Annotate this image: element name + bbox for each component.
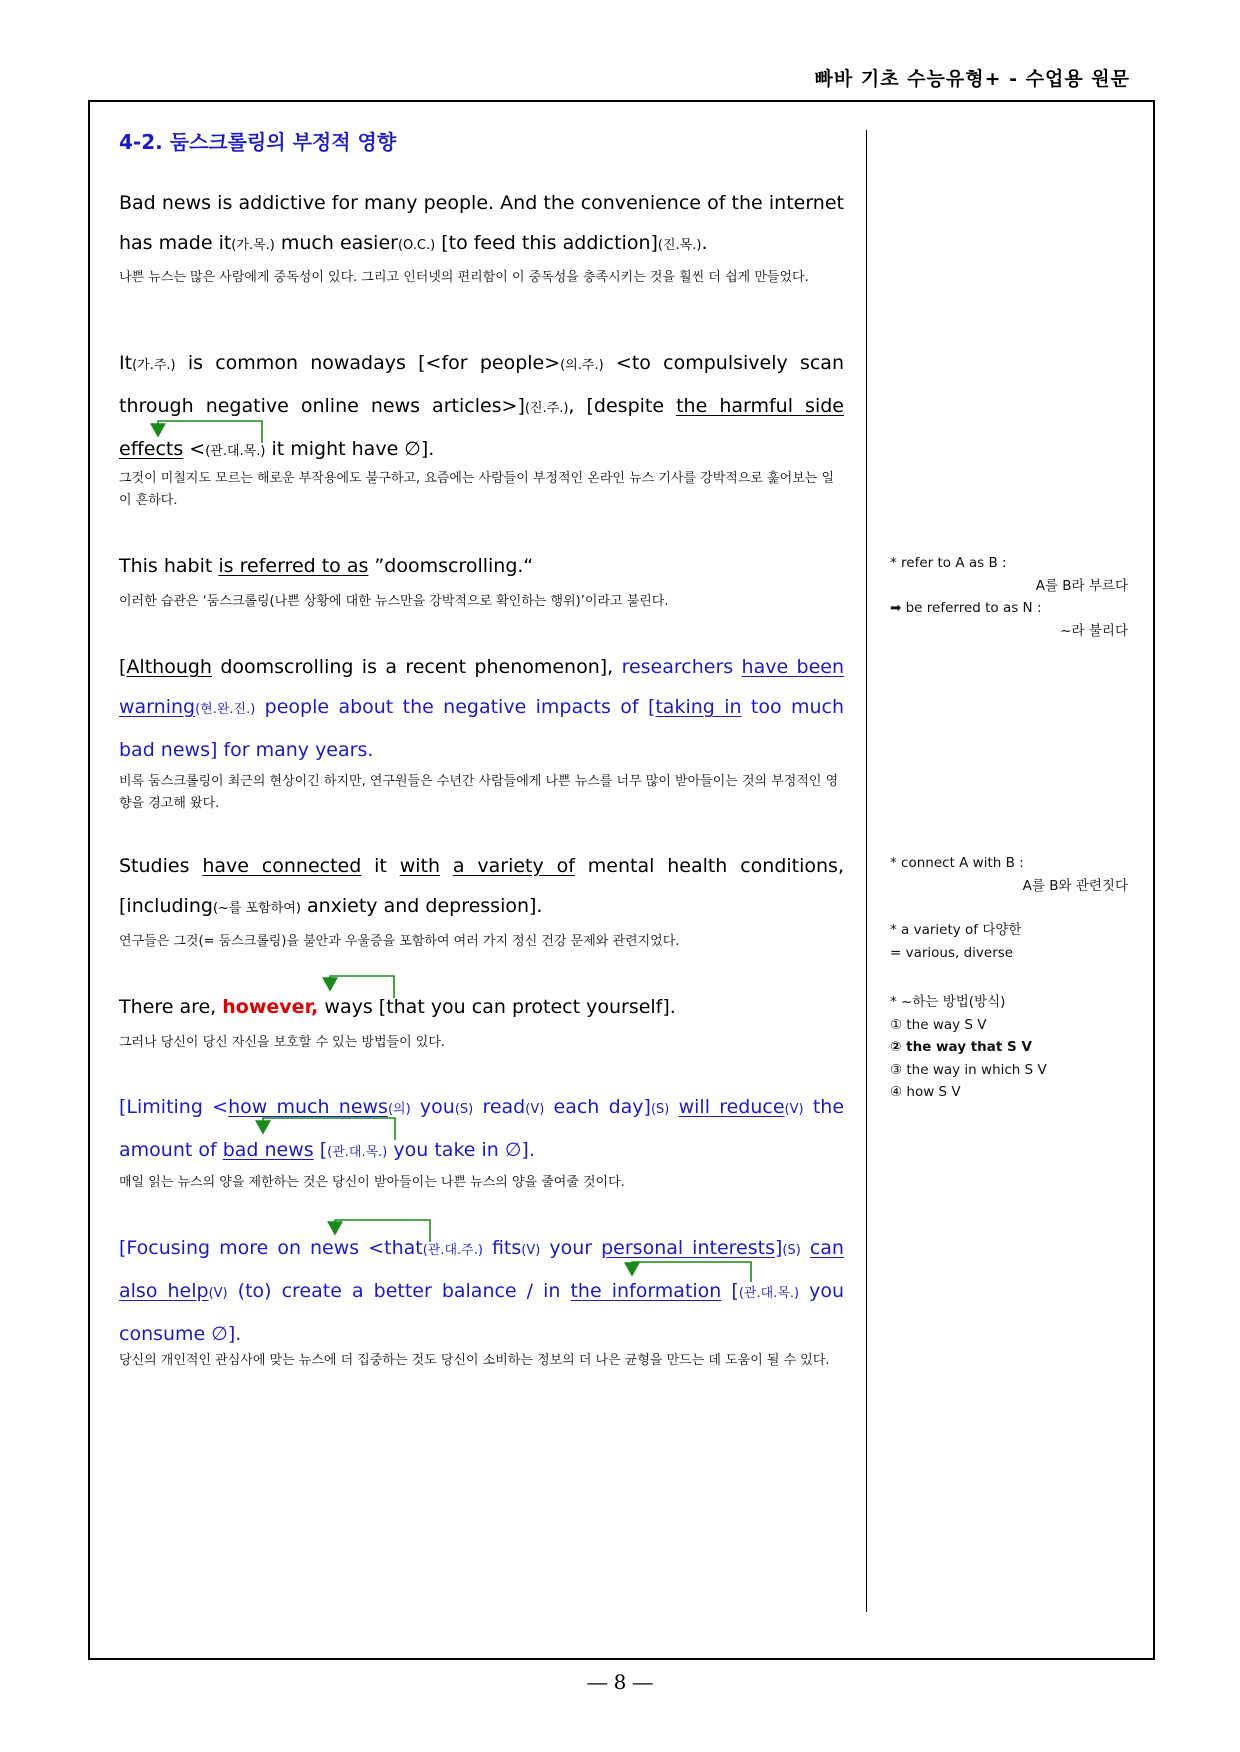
underlined-phrase: can also help bbox=[119, 1237, 844, 1302]
text: it bbox=[361, 855, 400, 877]
tag: (V) bbox=[521, 1243, 541, 1258]
tag: (S) bbox=[782, 1243, 801, 1258]
note-line: ~라 불리다 bbox=[1060, 622, 1128, 639]
text bbox=[801, 1237, 810, 1259]
text: each day] bbox=[544, 1096, 651, 1118]
highlighted-word: however, bbox=[222, 996, 319, 1018]
note-line: * connect A with B : bbox=[890, 855, 1024, 871]
text bbox=[669, 1096, 678, 1118]
underlined-phrase: taking in bbox=[655, 696, 742, 718]
tag: (관.대.목.) bbox=[327, 1145, 388, 1160]
note-line: A를 B라 부르다 bbox=[1035, 577, 1128, 594]
note-line: ➡ be referred to as N : bbox=[890, 600, 1042, 616]
note-way bbox=[890, 991, 1128, 1104]
underlined-phrase: the harmful side effects bbox=[119, 395, 844, 460]
note-line: ② the way that S V bbox=[890, 1039, 1032, 1055]
underlined-phrase: how much news bbox=[228, 1096, 388, 1118]
translation-3: 이러한 습관은 ‘둠스크롤링(나쁜 상황에 대한 뉴스만을 강박적으로 확인하는 행위)’이라고 불린다. bbox=[119, 594, 669, 609]
text: you take in ∅]. bbox=[387, 1139, 535, 1161]
text: [ bbox=[313, 1139, 328, 1161]
underlined-phrase: with bbox=[399, 855, 441, 877]
text: It bbox=[119, 352, 133, 374]
text: doomscrolling is a recent phenomenon], bbox=[211, 656, 622, 678]
text: [ bbox=[119, 656, 127, 678]
text: mental health conditions, [including bbox=[119, 855, 844, 917]
tag: (V) bbox=[525, 1102, 545, 1117]
text: <to compulsively scan through negative online news articles>] bbox=[119, 352, 844, 417]
sentence-3 bbox=[119, 546, 844, 586]
text: Bad news is addictive for many people. And the convenience of the internet has made it bbox=[119, 192, 844, 254]
underlined-phrase: Although bbox=[126, 656, 212, 678]
translation-6: 그러나 당신이 당신 자신을 보호할 수 있는 방법들이 있다. bbox=[119, 1035, 446, 1050]
text: it might have ∅]. bbox=[265, 438, 435, 460]
note-line: = various, diverse bbox=[890, 944, 1014, 961]
tag: (관.대.주.) bbox=[422, 1243, 483, 1258]
text: researchers bbox=[621, 656, 742, 678]
tag: (~를 포함하여) bbox=[212, 901, 301, 916]
text: [ bbox=[721, 1280, 739, 1302]
tag: (가.목.) bbox=[231, 238, 275, 253]
underlined-phrase: have been warning bbox=[119, 656, 844, 718]
translation-2: 그것이 미칠지도 모르는 해로운 부작용에도 불구하고, 요즘에는 사람들이 부정적인 온라인 뉴스 기사를 강박적으로 훑어보는 일이 흔하다. bbox=[119, 471, 835, 508]
page-header: 빠바 기초 수능유형+ - 수업용 원문 bbox=[814, 68, 1130, 90]
note-line: A를 B와 관련짓다 bbox=[1022, 877, 1128, 894]
translation-5: 연구들은 그것(= 둠스크롤링)을 불안과 우울증을 포함하여 여러 가지 정신 건강 문제와 관련지었다. bbox=[119, 934, 680, 949]
tag: (V) bbox=[784, 1102, 804, 1117]
text: you bbox=[410, 1096, 455, 1118]
text: your bbox=[540, 1237, 602, 1259]
tag: (진.주.) bbox=[524, 401, 569, 416]
note-line: ③ the way in which S V bbox=[890, 1061, 1047, 1078]
text: [Limiting < bbox=[119, 1096, 229, 1118]
note-line: * ~하는 방법(방식) bbox=[890, 994, 1006, 1010]
note-line: * refer to A as B : bbox=[890, 555, 1007, 571]
sentence-5 bbox=[119, 846, 844, 929]
sentence-6 bbox=[119, 987, 844, 1027]
sentence-4 bbox=[119, 647, 844, 770]
text: < bbox=[183, 438, 206, 460]
note-line: ① the way S V bbox=[890, 1016, 987, 1033]
tag: (S) bbox=[454, 1102, 474, 1117]
translation-1: 나쁜 뉴스는 많은 사람에게 중독성이 있다. 그리고 인터넷의 편리함이 이 중독성을 충족시키는 것을 훨씬 더 쉽게 만들었다. bbox=[119, 270, 809, 285]
sentence-1 bbox=[119, 183, 844, 266]
text: too much bad news] for many years. bbox=[119, 696, 844, 761]
text bbox=[440, 855, 453, 877]
text: read bbox=[473, 1096, 526, 1118]
tag: (V) bbox=[208, 1286, 228, 1301]
text: is common nowadays [<for people> bbox=[175, 352, 561, 374]
tag: (의.주.) bbox=[560, 358, 604, 373]
page-number: ― 8 ― bbox=[587, 1670, 653, 1694]
note-connect bbox=[890, 852, 1128, 897]
text: [to feed this addiction] bbox=[435, 232, 658, 254]
text: There are, bbox=[119, 996, 223, 1018]
underlined-phrase: will reduce bbox=[678, 1096, 785, 1118]
underlined-phrase: bad news bbox=[222, 1139, 314, 1161]
text: you consume ∅]. bbox=[119, 1280, 844, 1345]
underlined-phrase: a variety of bbox=[452, 855, 575, 877]
sentence-2 bbox=[119, 343, 844, 472]
text: much easier bbox=[274, 232, 398, 254]
note-line: ④ how S V bbox=[890, 1084, 961, 1100]
translation-8: 당신의 개인적인 관심사에 맞는 뉴스에 더 집중하는 것도 당신이 소비하는 정보의 더 나은 균형을 만드는 데 도움이 될 수 있다. bbox=[119, 1353, 830, 1368]
text: the amount of bbox=[119, 1096, 845, 1161]
tag: (S) bbox=[650, 1102, 670, 1117]
underlined-phrase: the information bbox=[570, 1280, 722, 1302]
tag: (O.C.) bbox=[397, 238, 436, 253]
tag: (진.목.) bbox=[657, 238, 702, 253]
text: Studies bbox=[119, 855, 203, 877]
translation-7: 매일 읽는 뉴스의 양을 제한하는 것은 당신이 받아들이는 나쁜 뉴스의 양을 줄여줄 것이다. bbox=[119, 1175, 625, 1190]
sentence-8 bbox=[119, 1228, 844, 1354]
note-line: * a variety of 다양한 bbox=[890, 922, 1022, 938]
text: [Focusing more on news <that bbox=[119, 1237, 423, 1259]
tag: (관.대.목.) bbox=[738, 1286, 800, 1301]
underlined-phrase: personal interests bbox=[601, 1237, 775, 1259]
note-variety bbox=[890, 919, 1128, 964]
tag: (가.주.) bbox=[132, 358, 176, 373]
tag: (현.완.진.) bbox=[195, 702, 256, 717]
text: ways [that you can protect yourself]. bbox=[318, 996, 676, 1018]
underlined-phrase: is referred to as bbox=[218, 555, 369, 577]
text: This habit bbox=[119, 555, 219, 577]
tag: (관.대.목.) bbox=[205, 444, 266, 459]
text: fits bbox=[482, 1237, 522, 1259]
sentence-7 bbox=[119, 1087, 844, 1173]
underlined-phrase: have connected bbox=[202, 855, 362, 877]
section-title: 4-2. 둠스크롤링의 부정적 영향 bbox=[119, 130, 397, 154]
column-divider bbox=[866, 130, 867, 1612]
note-refer-to bbox=[890, 552, 1128, 642]
text: (to) create a better balance / in bbox=[227, 1280, 571, 1302]
text: anxiety and depression]. bbox=[300, 895, 543, 917]
text: . bbox=[701, 232, 708, 254]
text: ] bbox=[774, 1237, 783, 1259]
translation-4: 비록 둠스크롤링이 최근의 현상이긴 하지만, 연구원들은 수년간 사람들에게 나쁜 뉴스를 너무 많이 받아들이는 것의 부정적인 영향을 경고해 왔다. bbox=[119, 774, 839, 811]
text: ”doomscrolling.“ bbox=[368, 555, 534, 577]
text: people about the negative impacts of [ bbox=[255, 696, 656, 718]
tag: (의) bbox=[387, 1102, 411, 1117]
text: , [despite bbox=[568, 395, 677, 417]
